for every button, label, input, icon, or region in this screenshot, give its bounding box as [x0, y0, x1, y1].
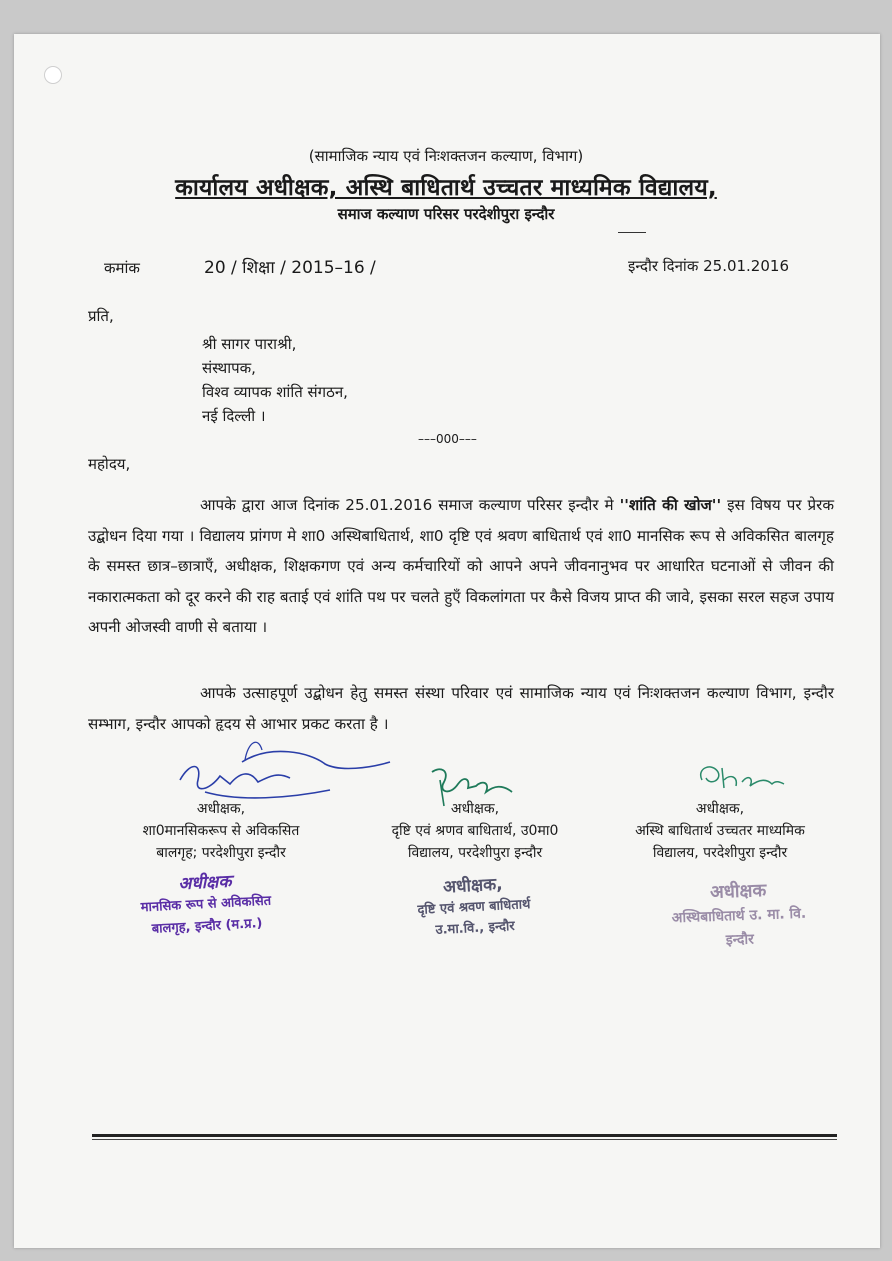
stamp-3-line1: अस्थिबाधितार्थ उ. मा. वि.	[671, 905, 807, 927]
p1-bold-title: ''शांति की खोज''	[619, 496, 722, 514]
signatory-1-title: अधीक्षक,	[196, 801, 246, 817]
stamp-2-line1: दृष्टि एवं श्रवण बाधितार्थ	[417, 897, 531, 918]
signatory-3-line1: अस्थि बाधितार्थ उच्चतर माध्यमिक	[635, 823, 805, 839]
reference-label: कमांक	[104, 259, 140, 277]
separator: –––000–––	[418, 432, 477, 446]
signatory-3	[590, 798, 850, 864]
signatory-2	[350, 798, 600, 864]
stamp-1-line1: मानसिक रूप से अविकसित	[140, 893, 272, 916]
signatory-1	[96, 798, 346, 864]
recipient-name: श्री सागर पाराश्री,	[202, 335, 297, 353]
stamp-3	[633, 876, 845, 955]
p1-text-b: इस विषय पर प्रेरक उद्बोधन दिया गया । विद्यालय प्रांगण मे शा0 अस्थिबाधितार्थ, शा0 दृष्टि एवं श्रवण बाधितार्थ एवं शा0 मानसिक रूप से अविकसित बालगृह के समस्त छात्र–छात्राऍं, अधीक्षक, शिक्षकगण एवं अन्य कर्मचारियों को आपने अपने जीवनानुभव पर आधारित घटनाओं से जीवन की नकारात्मकता को दूर करने की राह बताई एवं शांति पथ पर चलते हुऍं विकलांगता पर कैसे विजय प्राप्त की जावे, इसका सरल सहज उपाय अपनी ओजस्वी वाणी से बताया ।	[88, 496, 835, 636]
to-label: प्रति,	[88, 307, 114, 325]
punch-hole	[44, 66, 62, 84]
department-line: (सामाजिक न्याय एवं निःशक्तजन कल्याण, विभाग)	[308, 147, 584, 165]
header-dash	[618, 232, 646, 233]
signatory-2-title: अधीक्षक,	[450, 801, 500, 817]
signatory-1-line2: बालगृह; परदेशीपुरा इन्दौर	[156, 845, 286, 861]
footer-rule-thin	[92, 1139, 837, 1140]
salutation: महोदय,	[88, 455, 131, 473]
office-title: कार्यालय अधीक्षक, अस्थि बाधितार्थ उच्चतर माध्यमिक विद्यालय,	[175, 175, 717, 201]
stamp-2	[372, 871, 575, 944]
stamp-1-line2: बालगृह, इन्दौर (म.प्र.)	[151, 916, 263, 937]
signatory-3-title: अधीक्षक,	[695, 801, 745, 817]
stamp-1	[104, 867, 307, 943]
stamp-2-line2: उ.मा.वि., इन्दौर	[435, 918, 515, 939]
signatory-2-line1: दृष्टि एवं श्रणव बाधितार्थ, उ0मा0	[391, 823, 559, 839]
stamp-1-title: अधीक्षक	[177, 871, 232, 895]
stamp-3-line2: इन्दौर	[725, 931, 755, 949]
recipient-city: नई दिल्ली ।	[202, 407, 266, 425]
recipient-designation: संस्थापक,	[202, 359, 256, 377]
signatory-2-line2: विद्यालय, परदेशीपुरा इन्दौर	[407, 845, 543, 861]
p1-text-a: आपके द्वारा आज दिनांक 25.01.2016 समाज कल्याण परिसर इन्दौर मे	[200, 496, 620, 514]
reference-number: 20 / शिक्षा / 2015–16 /	[204, 258, 376, 278]
signatory-3-line2: विद्यालय, परदेशीपुरा इन्दौर	[652, 845, 788, 861]
signatory-1-line1: शा0मानसिकरूप से अविकसित	[142, 823, 300, 839]
office-address: समाज कल्याण परिसर परदेशीपुरा इन्दौर	[337, 205, 555, 223]
stamp-2-title: अधीक्षक,	[442, 874, 504, 898]
body-paragraph-2: आपके उत्साहपूर्ण उद्बोधन हेतु समस्त संस्था परिवार एवं सामाजिक न्याय एवं निःशक्तजन कल्याण विभाग, इन्दौर सम्भाग, इन्दौर आपको हृदय से आभार प्रकट करता है ।	[88, 684, 834, 733]
reference-date: इन्दौर दिनांक 25.01.2016	[628, 257, 789, 275]
recipient-organization: विश्व व्यापक शांति संगठन,	[202, 383, 348, 401]
stamp-3-title: अधीक्षक	[709, 880, 767, 903]
footer-rule-thick	[92, 1134, 837, 1137]
body-paragraph-1	[88, 490, 834, 643]
